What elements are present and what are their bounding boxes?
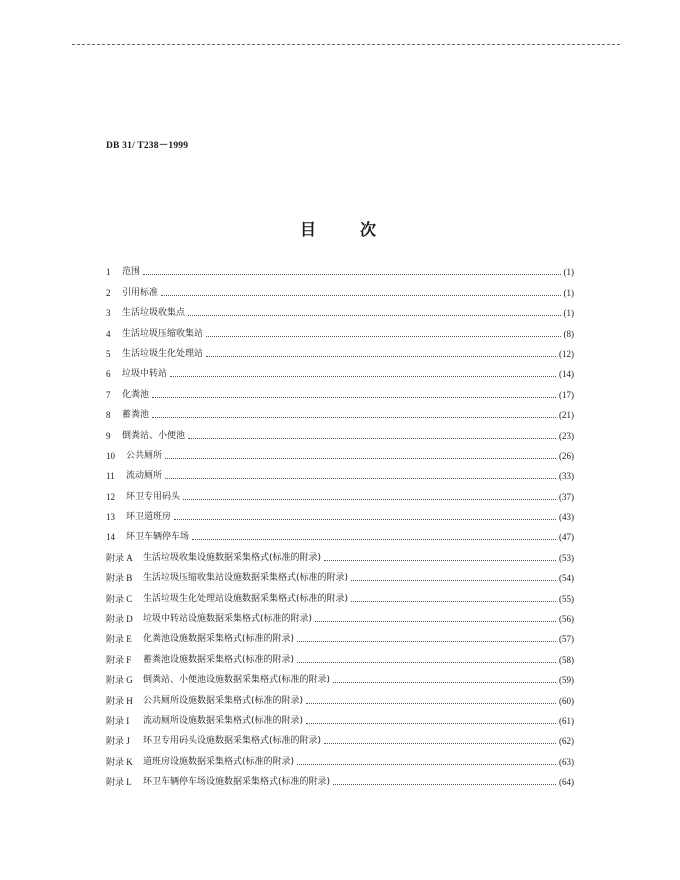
toc-entry[interactable] [106, 707, 574, 727]
toc-leader-dots [324, 559, 556, 561]
toc-entry-number: 6 [106, 369, 111, 380]
toc-entry-number: 14 [106, 532, 115, 543]
toc-entry-number: 13 [106, 512, 115, 523]
toc-entry-number: 5 [106, 348, 111, 359]
toc-entry-number: 8 [106, 410, 111, 421]
toc-leader-dots [165, 477, 556, 479]
toc-entry-page: (8) [563, 328, 574, 339]
toc-leader-dots [351, 579, 556, 581]
toc-entry-label: 流动厕所设施数据采集格式(标准的附录) [143, 715, 304, 726]
toc-entry-page: (12) [559, 348, 574, 359]
toc-entry-page: (53) [559, 552, 574, 563]
toc-entry-number: 3 [106, 308, 111, 319]
toc-leader-dots [192, 538, 556, 540]
toc-entry-page: (57) [559, 634, 574, 645]
toc-entry-page: (55) [559, 593, 574, 604]
toc-leader-dots [324, 742, 556, 744]
toc-leader-dots [170, 375, 556, 377]
toc-entry-page: (1) [563, 287, 574, 298]
toc-entry-label: 引用标准 [122, 287, 159, 298]
toc-entry-label: 垃圾中转站 [122, 369, 168, 380]
toc-entry[interactable] [106, 340, 574, 360]
toc-entry[interactable] [106, 278, 574, 298]
toc-entry[interactable] [106, 686, 574, 706]
toc-entry-page: (21) [559, 410, 574, 421]
toc-entry-number: 附录 D [106, 614, 133, 625]
toc-entry[interactable] [106, 747, 574, 767]
toc-entry[interactable] [106, 543, 574, 563]
toc-entry-label: 公共厕所 [126, 450, 163, 461]
toc-entry-label: 环卫专用码头 [126, 491, 181, 502]
toc-entry[interactable] [106, 768, 574, 788]
toc-entry-page: (54) [559, 573, 574, 584]
toc-leader-dots [152, 416, 556, 418]
toc-entry-number: 附录 C [106, 593, 133, 604]
toc-leader-dots [165, 457, 556, 459]
toc-entry-page: (14) [559, 369, 574, 380]
toc-entry[interactable] [106, 482, 574, 502]
toc-entry-label: 倒粪站、小便池设施数据采集格式(标准的附录) [143, 675, 331, 686]
toc-leader-dots [183, 498, 556, 500]
toc-entry-label: 生活垃圾压缩收集站 [122, 328, 204, 339]
toc-entry-label: 环卫专用码头设施数据采集格式(标准的附录) [143, 736, 322, 747]
toc-entry-label: 环卫车辆停车场设施数据采集格式(标准的附录) [143, 777, 331, 788]
toc-entry-number: 1 [106, 267, 111, 278]
toc-entry[interactable] [106, 421, 574, 441]
toc-leader-dots [306, 702, 556, 704]
toc-entry-label: 蓄粪池设施数据采集格式(标准的附录) [143, 654, 295, 665]
toc-entry-number: 10 [106, 450, 115, 461]
toc-entry-number: 附录 K [106, 756, 133, 767]
toc-entry-number: 附录 J [106, 736, 130, 747]
toc-entry[interactable] [106, 258, 574, 278]
toc-entry-page: (62) [559, 736, 574, 747]
toc-entry-label: 蓄粪池 [122, 410, 150, 421]
toc-entry-number: 附录 L [106, 777, 132, 788]
toc-leader-dots [188, 314, 560, 316]
toc-entry-page: (43) [559, 512, 574, 523]
toc-entry-label: 垃圾中转站设施数据采集格式(标准的附录) [143, 614, 313, 625]
page-title: 目次 [300, 220, 421, 239]
toc-entry-label: 流动厕所 [126, 471, 163, 482]
toc-entry[interactable] [106, 727, 574, 747]
toc-leader-dots [206, 335, 560, 337]
toc-entry-page: (26) [559, 450, 574, 461]
toc-entry-number: 附录 A [106, 552, 133, 563]
toc-entry[interactable] [106, 299, 574, 319]
toc-entry-number: 11 [106, 471, 115, 482]
toc-leader-dots [297, 763, 556, 765]
toc-entry-number: 7 [106, 389, 111, 400]
toc-entry-number: 9 [106, 430, 111, 441]
toc-entry-number: 附录 B [106, 573, 133, 584]
toc-entry[interactable] [106, 564, 574, 584]
toc-leader-dots [174, 518, 556, 520]
toc-entry-page: (47) [559, 532, 574, 543]
header-rule [72, 44, 620, 45]
toc-entry-page: (60) [559, 695, 574, 706]
toc-entry-label: 环卫道班房 [126, 512, 172, 523]
toc-entry-page: (56) [559, 614, 574, 625]
toc-entry[interactable] [106, 380, 574, 400]
toc-leader-dots [206, 355, 556, 357]
toc-leader-dots [297, 640, 556, 642]
document-code: DB 31/ T238－1999 [106, 141, 189, 151]
toc-entry-label: 倒粪站、小便池 [122, 430, 186, 441]
toc-entry-label: 生活垃圾生化处理站 [122, 348, 204, 359]
table-of-contents [106, 258, 574, 788]
toc-leader-dots [306, 722, 556, 724]
toc-entry[interactable] [106, 625, 574, 645]
toc-entry-page: (64) [559, 777, 574, 788]
toc-entry-page: (63) [559, 756, 574, 767]
toc-entry[interactable] [106, 360, 574, 380]
toc-entry-label: 道班房设施数据采集格式(标准的附录) [143, 756, 295, 767]
toc-entry[interactable] [106, 401, 574, 421]
toc-entry[interactable] [106, 319, 574, 339]
toc-entry-label: 生活垃圾压缩收集站设施数据采集格式(标准的附录) [143, 573, 349, 584]
toc-entry-label: 化粪池设施数据采集格式(标准的附录) [143, 634, 295, 645]
toc-leader-dots [351, 600, 556, 602]
toc-entry-page: (61) [559, 715, 574, 726]
toc-entry-label: 生活垃圾收集设施数据采集格式(标准的附录) [143, 552, 322, 563]
toc-entry-number: 附录 G [106, 675, 133, 686]
toc-entry-page: (1) [563, 308, 574, 319]
toc-entry-number: 附录 H [106, 695, 133, 706]
toc-entry-number: 12 [106, 491, 115, 502]
toc-leader-dots [188, 437, 556, 439]
toc-entry[interactable] [106, 503, 574, 523]
toc-entry-number: 附录 E [106, 634, 132, 645]
toc-leader-dots [152, 396, 556, 398]
toc-entry[interactable] [106, 605, 574, 625]
toc-entry-number: 2 [106, 287, 111, 298]
toc-entry-label: 公共厕所设施数据采集格式(标准的附录) [143, 695, 304, 706]
toc-entry-label: 范围 [122, 267, 141, 278]
toc-leader-dots [161, 294, 560, 296]
toc-entry-label: 生活垃圾收集点 [122, 308, 186, 319]
toc-entry-number: 附录 I [106, 715, 130, 726]
toc-entry-page: (33) [559, 471, 574, 482]
toc-entry-label: 生活垃圾生化处理站设施数据采集格式(标准的附录) [143, 593, 349, 604]
toc-entry-number: 附录 F [106, 654, 132, 665]
toc-entry[interactable] [106, 442, 574, 462]
toc-entry-number: 4 [106, 328, 111, 339]
toc-entry[interactable] [106, 645, 574, 665]
toc-leader-dots [315, 620, 556, 622]
toc-entry[interactable] [106, 584, 574, 604]
toc-entry[interactable] [106, 462, 574, 482]
toc-entry-page: (23) [559, 430, 574, 441]
toc-entry-page: (1) [563, 267, 574, 278]
toc-entry-label: 环卫车辆停车场 [126, 532, 190, 543]
toc-leader-dots [333, 681, 556, 683]
toc-leader-dots [333, 783, 556, 785]
toc-entry-page: (58) [559, 654, 574, 665]
toc-leader-dots [297, 661, 556, 663]
toc-entry-label: 化粪池 [122, 389, 150, 400]
toc-leader-dots [143, 273, 560, 275]
toc-entry-page: (59) [559, 675, 574, 686]
toc-entry[interactable] [106, 523, 574, 543]
toc-entry[interactable] [106, 666, 574, 686]
toc-entry-page: (17) [559, 389, 574, 400]
toc-entry-page: (37) [559, 491, 574, 502]
